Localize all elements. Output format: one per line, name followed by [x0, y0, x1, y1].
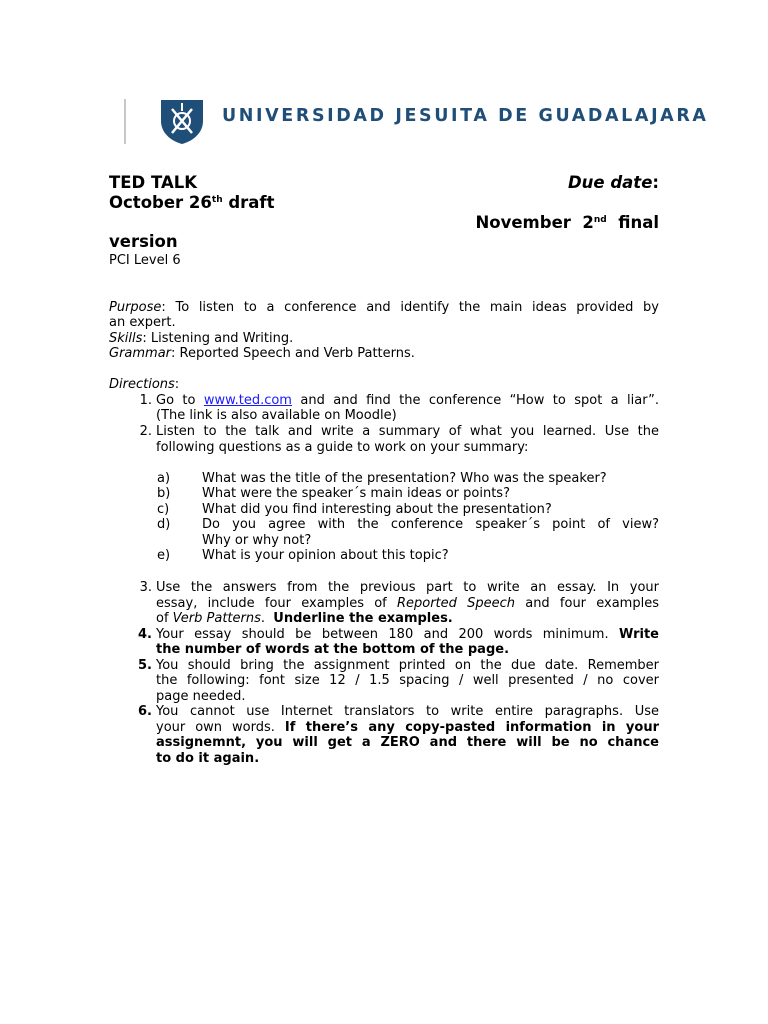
item-4-line-2: the number of words at the bottom of the page.	[156, 642, 510, 657]
item-number: 6.	[138, 704, 152, 719]
item-5-line-3: page needed.	[156, 689, 246, 704]
item-3-line-1: Use the answers from the previous part to write an essay. In your	[156, 580, 659, 595]
ted-link[interactable]: www.ted.com	[203, 393, 292, 408]
question-text: What were the speaker´s main ideas or points?	[202, 486, 510, 501]
item-2-line-2: following questions as a guide to work on your summary:	[156, 440, 529, 455]
question-letter: e)	[157, 548, 171, 563]
university-shield-logo	[158, 97, 206, 145]
version-label: version	[109, 232, 178, 251]
question-letter: d)	[157, 517, 171, 532]
item-1-line-1: Go to www.ted.com and and find the conference “How to spot a liar”.	[156, 393, 659, 408]
item-6-line-3: assignemnt, you will get a ZERO and there will be no chance	[156, 735, 659, 750]
item-3-line-3: of Verb Patterns. Underline the examples.	[156, 611, 453, 626]
item-number: 5.	[138, 658, 152, 673]
draft-date: October 26th draft	[109, 193, 275, 212]
purpose-line: Purpose: To listen to a conference and identify the main ideas provided by	[109, 300, 659, 315]
directions-label: Directions:	[109, 377, 180, 392]
question-text: What did you find interesting about the presentation?	[202, 502, 552, 517]
course-level: PCI Level 6	[109, 253, 181, 268]
due-date-label: Due date:	[567, 173, 659, 192]
item-number: 3.	[139, 580, 152, 595]
question-letter: b)	[157, 486, 171, 501]
item-1-line-2: (The link is also available on Moodle)	[156, 408, 397, 423]
question-text: What was the title of the presentation? Who was the speaker?	[202, 471, 607, 486]
item-4-line-1: Your essay should be between 180 and 200 words minimum. Write	[156, 627, 659, 642]
question-letter: a)	[157, 471, 171, 486]
purpose-line-2: an expert.	[109, 315, 176, 330]
item-number: 4.	[138, 627, 152, 642]
item-2-line-1: Listen to the talk and write a summary of what you learned. Use the	[156, 424, 659, 439]
item-6-line-4: to do it again.	[156, 751, 260, 766]
item-5-line-1: You should bring the assignment printed on the due date. Remember	[156, 658, 659, 673]
item-5-line-2: the following: font size 12 / 1.5 spacing / well presented / no cover	[156, 673, 659, 688]
header-divider	[124, 99, 126, 144]
university-name: UNIVERSIDAD JESUITA DE GUADALAJARA	[222, 106, 709, 126]
question-letter: c)	[157, 502, 170, 517]
question-text: Do you agree with the conference speaker´s point of view?	[202, 517, 659, 532]
grammar-line: Grammar: Reported Speech and Verb Patterns.	[109, 346, 415, 361]
question-text: What is your opinion about this topic?	[202, 548, 449, 563]
item-3-line-2: essay, include four examples of Reported Speech and four examples	[156, 596, 659, 611]
item-number: 2.	[139, 424, 152, 439]
item-6-line-1: You cannot use Internet translators to write entire paragraphs. Use	[156, 704, 659, 719]
question-text-continued: Why or why not?	[202, 533, 312, 548]
item-number: 1.	[139, 393, 152, 408]
skills-line: Skills: Listening and Writing.	[109, 331, 294, 346]
title-ted-talk: TED TALK	[109, 173, 198, 192]
final-date: November 2nd final	[475, 213, 659, 232]
item-6-line-2: your own words. If there’s any copy-pasted information in your	[156, 720, 659, 735]
